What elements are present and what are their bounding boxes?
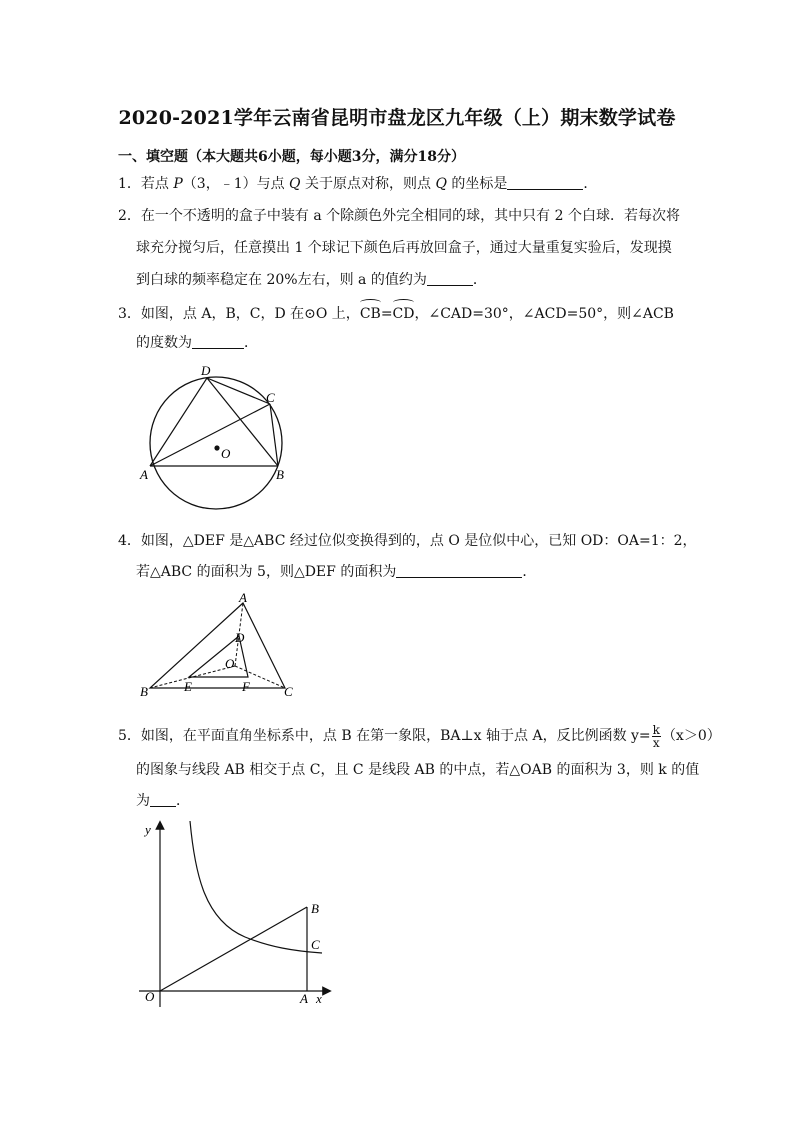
q5-text: （x＞0） [661, 728, 721, 744]
label-a: A [140, 467, 148, 482]
q3-arc-cd: CD [393, 301, 415, 324]
q4-text: 若△ABC 的面积为 5，则△DEF 的面积为 [136, 564, 397, 580]
question-3-line-2 [136, 333, 258, 353]
figure-4-homothety [138, 593, 298, 701]
segment-ob [160, 907, 307, 991]
q1-var-p: P [173, 176, 183, 192]
q2-text: 到白球的频率稳定在 20%左右，则 a 的值约为 [136, 272, 427, 288]
q3-text: ． [244, 335, 258, 351]
question-3-line-1 [118, 301, 674, 324]
page-title: 2020-2021学年云南省昆明市盘龙区九年级（上）期末数学试卷 [118, 107, 676, 129]
q1-text: 关于原点对称，则点 [300, 176, 436, 192]
fraction-denominator: x [652, 735, 660, 750]
q3-text: ，∠CAD=30°，∠ACD=50°，则∠ACB [414, 306, 674, 322]
question-5-line-2: 的图象与线段 AB 相交于点 C，且 C 是线段 AB 的中点，若△OAB 的面积为 3，则 k 的值 [136, 762, 700, 778]
q1-var-q: Q [289, 176, 301, 192]
question-2-line-2: 球充分搅匀后，任意摸出 1 个球记下颜色后再放回盒子，通过大量重复实验后，发现摸 [136, 240, 672, 256]
circle-o [150, 377, 282, 509]
label-c: C [284, 684, 293, 699]
question-5-line-1 [118, 722, 721, 750]
label-f: F [242, 679, 250, 694]
label-c: C [266, 390, 275, 405]
label-o: O [145, 989, 155, 1004]
q3-text: 3．如图，点 A，B，C，D 在⊙O 上， [118, 306, 360, 322]
q2-answer-blank[interactable] [427, 271, 473, 286]
question-5-line-3 [136, 791, 190, 811]
section-heading: 一、填空题（本大题共6小题，每小题3分，满分18分） [118, 149, 465, 165]
label-y: y [145, 822, 151, 837]
label-a: A [300, 991, 308, 1006]
q3-arc-cb: CB [360, 301, 381, 324]
label-a: A [239, 593, 247, 605]
label-c: C [311, 937, 320, 952]
label-b: B [311, 901, 319, 916]
q5-text: ． [176, 793, 190, 809]
q5-answer-blank[interactable] [150, 792, 176, 807]
question-2-line-3 [136, 270, 487, 290]
center-point [214, 445, 219, 450]
segment-ad [150, 378, 207, 466]
label-d: D [235, 630, 245, 645]
question-4-line-1: 4．如图，△DEF 是△ABC 经过位似变换得到的，点 O 是位似中心，已知 OD：OA=1：2， [118, 533, 697, 549]
q1-var-q: Q [435, 176, 447, 192]
label-d: D [201, 363, 211, 378]
q2-text: ． [472, 272, 487, 288]
triangle-abc [150, 603, 285, 688]
q3-text: 的度数为 [136, 335, 192, 351]
question-2-line-1: 2．在一个不透明的盒子中装有 a 个除颜色外完全相同的球，其中只有 2 个白球．若每次将 [118, 208, 680, 224]
figure-5-coordinate-plane [135, 815, 335, 1015]
q1-answer-blank[interactable] [507, 175, 583, 190]
q5-text: 为 [136, 793, 150, 809]
q3-answer-blank[interactable] [192, 334, 244, 349]
label-e: E [184, 679, 192, 694]
question-4-line-2 [136, 562, 536, 582]
q4-answer-blank[interactable] [396, 563, 522, 578]
label-o: O [225, 656, 235, 671]
q1-text: 的坐标是 [446, 176, 508, 192]
q3-text: = [380, 306, 393, 322]
label-b: B [276, 467, 284, 482]
q1-text: ． [583, 176, 598, 192]
label-x: x [316, 991, 322, 1006]
q1-text: 1．若点 [118, 176, 174, 192]
label-o: O [221, 446, 231, 461]
segment-ac [150, 404, 270, 466]
q4-text: ． [522, 564, 537, 580]
question-1 [118, 174, 597, 194]
figure-3-circle [135, 362, 300, 522]
segment-dc [207, 378, 270, 404]
q5-fraction [652, 724, 661, 749]
q5-text: 5．如图，在平面直角坐标系中，点 B 在第一象限，BA⊥x 轴于点 A，反比例函数 y= [118, 728, 651, 744]
q1-text: （3，﹣1）与点 [182, 176, 290, 192]
fraction-numerator: k [652, 722, 660, 737]
hyperbola-curve [190, 821, 322, 953]
label-b: B [140, 684, 148, 699]
